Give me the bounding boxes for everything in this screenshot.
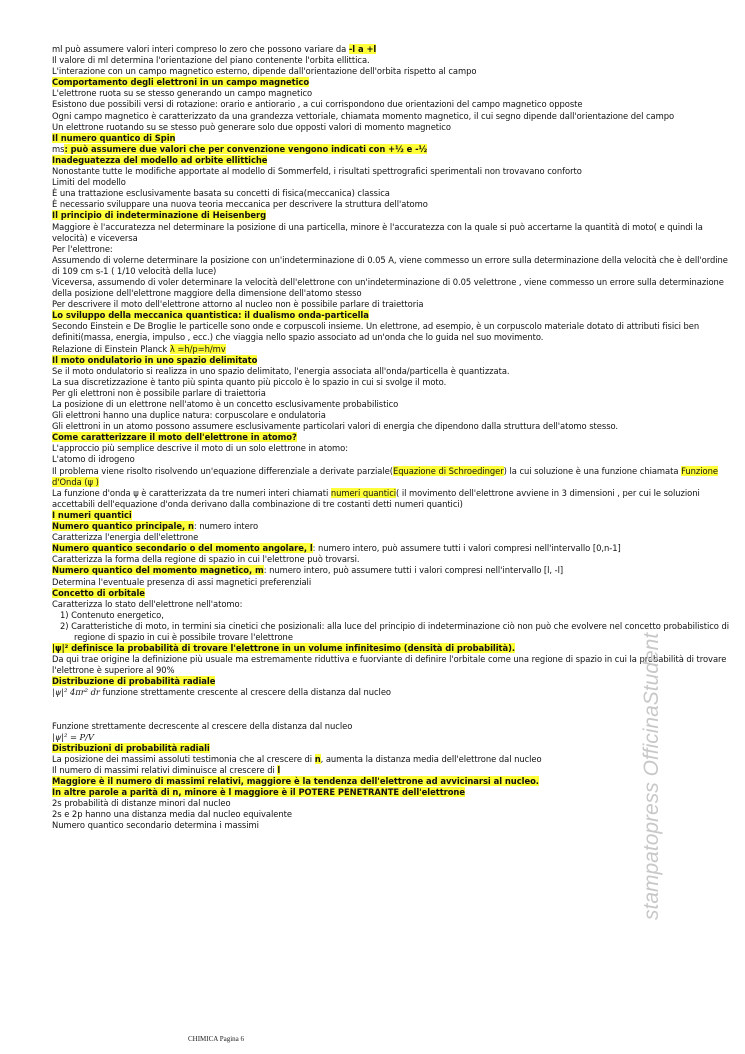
- text-span: Caratterizza la forma della regione di spazio in cui l'elettrone può trovarsi.: [52, 554, 360, 565]
- text-span: Viceversa, assumendo di voler determinare la velocità dell'elettrone con un'indeterminazione di 0.05 velettrone , viene commesso un errore sulla determinazione della posizione dell'elettrone maggiore della dimensione dell'atomo stesso: [52, 276, 724, 299]
- text-line: [52, 820, 736, 831]
- watermark: stampatopress OfficinaStudent: [640, 632, 663, 920]
- text-line: [52, 188, 736, 199]
- text-line: [52, 621, 736, 643]
- text-line: [52, 466, 736, 488]
- text-line: [52, 577, 736, 588]
- text-line: [52, 421, 736, 432]
- text-span: È necessario sviluppare una nuova teoria meccanica per descrivere la struttura dell'atomo: [52, 199, 428, 210]
- text-line: [52, 222, 736, 244]
- text-span: La posizione dei massimi assoluti testimonia che al crescere di: [52, 753, 315, 764]
- text-line: [52, 532, 736, 543]
- text-line: [52, 377, 736, 388]
- text-span: Relazione di Einstein Planck: [52, 343, 170, 354]
- notes-body: [52, 44, 736, 831]
- text-line: [52, 454, 736, 465]
- text-line: [52, 321, 736, 343]
- text-span: : numero intero, può assumere tutti i valori compresi nell'intervallo [l, -l]: [263, 565, 564, 576]
- text-line: [52, 155, 736, 166]
- text-span: Assumendo di volerne determinare la posizione con un'indeterminazione di 0.05 A, viene commesso un errore sulla determinazione della velocità che è dell'ordine di 10: [52, 254, 728, 276]
- text-line: [52, 809, 736, 820]
- text-line: [52, 210, 736, 221]
- text-line: [52, 122, 736, 133]
- text-span: Caratterizza l'energia dell'elettrone: [52, 532, 199, 543]
- text-span: Secondo Einstein e De Broglie le particelle sono onde e corpuscoli insieme. Un elettrone, ad esempio, è un corpuscolo materiale dotato di attributi fisici ben definiti(massa, energia, impulso , ecc.) che viaggia nello spazio associato ad un'onda che lo guida nel suo movimento.: [52, 321, 700, 343]
- text-span: 2) Caratteristiche di moto, in termini sia cinetici che posizionali: alla luce del principio di indeterminazione ciò non può che evolvere nel concetto probabilistico di regione di spazio in cui è possibile trovare l'elettrone: [60, 620, 730, 642]
- text-span: Esistono due possibili versi di rotazione: orario e antiorario , a cui corrispondono due orientazioni del campo magnetico opposte: [52, 99, 583, 110]
- text-span: |ψ|² 4πr² dr: [52, 687, 100, 698]
- text-line: [52, 565, 736, 576]
- text-span: Funzione strettamente decrescente al crescere della distanza dal nucleo: [52, 720, 353, 731]
- text-span: cm s: [78, 265, 101, 276]
- text-line: [52, 521, 736, 532]
- highlighted-heading: Distribuzione di probabilità radiale: [52, 676, 216, 687]
- text-span: Limiti del modello: [52, 177, 126, 188]
- text-span: , aumenta la distanza media dell'elettrone dal nucleo: [320, 753, 542, 764]
- text-span: ( il movimento dell'elettrone avviene in 3 dimensioni , per cui le soluzioni accettabili dell'equazione d'onda derivano dalla combinazione di tre costanti detti numeri quantici): [52, 487, 700, 509]
- text-line: [52, 99, 736, 110]
- text-line: [52, 111, 736, 122]
- text-span: 2s probabilità di distanze minori dal nucleo: [52, 798, 231, 809]
- text-line: [52, 77, 736, 88]
- text-span: l: [105, 55, 109, 66]
- highlighted-heading: n: [314, 753, 321, 764]
- text-line: [52, 543, 736, 554]
- text-line: [52, 199, 736, 210]
- text-line: [52, 166, 736, 177]
- highlighted-heading: Lo sviluppo della meccanica quantistica: il dualismo onda-particella: [52, 310, 369, 321]
- highlighted-heading: Inadeguatezza del modello ad orbite ellittiche: [52, 154, 268, 165]
- text-line: [52, 687, 736, 698]
- highlighted-heading: Concetto di orbitale: [52, 587, 145, 598]
- highlighted-heading: |ψ|² definisce la probabilità di trovare l'elettrone in un volume infinitesimo (densità di probabilità).: [52, 643, 516, 654]
- text-line: [52, 599, 736, 610]
- text-span: Per l'elettrone:: [52, 243, 113, 254]
- text-line: [52, 255, 736, 277]
- text-line: [52, 410, 736, 421]
- text-span: Nonostante tutte le modifiche apportate al modello di Sommerfeld, i risultati spettrografici sperimentali non trovavano conforto: [52, 166, 582, 177]
- highlighted-heading: Numero quantico secondario o del momento angolare, l: [52, 543, 313, 554]
- text-line: [52, 144, 736, 155]
- text-line: [52, 787, 736, 798]
- text-span: 1) Contenuto energetico,: [60, 609, 164, 620]
- text-line: [52, 66, 736, 77]
- text-span: Per descrivere il moto dell'elettrone attorno al nucleo non è possibile parlare di traiettoria: [52, 299, 424, 310]
- text-span: Un elettrone ruotando su se stesso può generare solo due opposti valori di momento magnetico: [52, 121, 451, 132]
- text-line: [52, 55, 736, 66]
- highlighted-heading: Numero quantico del momento magnetico, m: [52, 565, 264, 576]
- text-line: [52, 88, 736, 99]
- text-line: [52, 299, 736, 310]
- highlighted-heading: l: [277, 764, 281, 775]
- text-span: s: [60, 143, 65, 154]
- text-span: |ψ|² = P/V: [52, 731, 94, 742]
- text-line: [52, 554, 736, 565]
- text-span: funzione strettamente crescente al crescere della distanza dal nucleo: [99, 687, 392, 698]
- text-line: [52, 443, 736, 454]
- text-span: determina l'orientazione del piano contenente l'orbita ellittica.: [108, 55, 370, 66]
- highlighted-heading: In altre parole a parità di n, minore è l maggiore è il POTERE PENETRANTE dell'elettrone: [52, 787, 465, 798]
- text-span: : numero intero: [193, 521, 259, 532]
- text-line: [52, 676, 736, 687]
- text-span: La posizione di un elettrone nell'atomo è un concetto esclusivamente probabilistico: [52, 399, 399, 409]
- text-span: : numero intero, può assumere tutti i valori compresi nell'intervallo [0,n-1]: [312, 543, 621, 554]
- text-line: [52, 754, 736, 765]
- text-line: [52, 798, 736, 809]
- text-span: Ogni campo magnetico è caratterizzato da una grandezza vettoriale, chiamata momento magnetico, il cui segno dipende dall'orientazione del campo: [52, 110, 675, 121]
- highlighted-heading: Maggiore è il numero di massimi relativi, maggiore è la tendenza dell'elettrone ad avvicinarsi al nucleo.: [52, 776, 539, 786]
- text-line: [52, 488, 736, 510]
- text-span: Se il moto ondulatorio si realizza in uno spazio delimitato, l'energia associata all'onda/particella è quantizzata.: [52, 365, 510, 376]
- text-span: Maggiore è l'accuratezza nel determinare la posizione di una particella, minore è l'accuratezza con la quale si può accertarne la quantità di moto( e quindi la velocità) e viceversa: [52, 221, 703, 243]
- text-span: ) la cui soluzione è una funzione chiamata: [503, 465, 682, 476]
- text-span: l: [60, 44, 63, 54]
- text-line: [52, 432, 736, 443]
- text-span: m: [52, 44, 61, 54]
- text-line: [52, 721, 736, 732]
- text-line: [52, 177, 736, 188]
- text-line: [52, 765, 736, 776]
- highlighted-heading: Come caratterizzare il moto dell'elettrone in atomo?: [52, 432, 297, 443]
- text-span: m: [52, 143, 61, 154]
- text-span: Il valore di m: [52, 55, 106, 66]
- highlighted-text: Funzione d'Onda (ψ ): [52, 465, 718, 487]
- highlighted-heading: -l a +l: [348, 44, 377, 54]
- highlighted-heading: Il moto ondulatorio in uno spazio delimitato: [52, 354, 258, 365]
- text-span: può assumere valori interi compreso lo zero che possono variare da: [62, 44, 349, 54]
- text-line: [52, 643, 736, 654]
- text-line: [52, 244, 736, 255]
- highlighted-heading: Distribuzioni di probabilità radiali: [52, 742, 210, 753]
- text-span: La sua discretizzazione è tanto più spinta quanto più piccolo è lo spazio in cui si svolge il moto.: [52, 376, 447, 387]
- highlighted-text: λ =h/p=h/mv: [169, 343, 226, 354]
- text-span: ( 1/10 velocità della luce): [108, 265, 217, 276]
- text-span: Determina l'eventuale presenza di assi magnetici preferenziali: [52, 576, 312, 587]
- text-span: 2s e 2p hanno una distanza media dal nucleo equivalente: [52, 809, 292, 820]
- text-line: [52, 732, 736, 743]
- text-line: [52, 510, 736, 521]
- text-line: [52, 743, 736, 754]
- text-span: 9: [72, 265, 78, 276]
- text-span: L'atomo di idrogeno: [52, 454, 135, 465]
- text-span: Da qui trae origine la definizione più usuale ma estremamente riduttiva e fuorviante di definire l'orbitale come una regione di spazio in cui la probabilità di trovare l'elettrone è superiore al 90%: [52, 654, 727, 676]
- text-span: Numero quantico secondario determina i massimi: [52, 820, 259, 831]
- text-line: [52, 355, 736, 366]
- highlighted-text: Equazione di Schroedinger: [392, 465, 504, 476]
- text-line: [52, 277, 736, 299]
- text-span: Gli elettroni hanno una duplice natura: corpuscolare e ondulatoria: [52, 410, 326, 421]
- text-span: È una trattazione esclusivamente basata su concetti di fisica(meccanica) classica: [52, 188, 390, 199]
- text-span: La funzione d'onda ψ è caratterizzata da tre numeri interi chiamati: [52, 487, 331, 498]
- text-line: [52, 366, 736, 377]
- highlighted-heading: Comportamento degli elettroni in un campo magnetico: [52, 77, 310, 88]
- highlighted-heading: I numeri quantici: [52, 509, 132, 520]
- text-span: -1: [100, 265, 109, 276]
- text-line: [52, 776, 736, 787]
- text-span: L'interazione con un campo magnetico esterno, dipende dall'orientazione dell'orbita rispetto al campo: [52, 66, 477, 77]
- text-line: [52, 133, 736, 144]
- text-line: [52, 388, 736, 399]
- text-span: L'approccio più semplice descrive il moto di un solo elettrone in atomo:: [52, 443, 348, 454]
- text-span: Il problema viene risolto risolvendo un'equazione differenziale a derivate parziale(: [52, 465, 393, 476]
- highlighted-heading: Numero quantico principale, n: [52, 521, 194, 532]
- text-span: Gli elettroni in un atomo possono assumere esclusivamente particolari valori di energia che dipendono dalla struttura dell'atomo stesso.: [52, 421, 619, 432]
- text-line: [52, 588, 736, 599]
- text-span: Per gli elettroni non è possibile parlare di traiettoria: [52, 387, 266, 398]
- blank-line: [52, 699, 736, 721]
- text-span: Il numero di massimi relativi diminuisce al crescere di: [52, 764, 278, 775]
- text-line: [52, 344, 736, 355]
- text-line: [52, 610, 736, 621]
- text-line: [52, 654, 736, 676]
- text-span: L'elettrone ruota su se stesso generando un campo magnetico: [52, 88, 313, 99]
- highlighted-heading: Il numero quantico di Spin: [52, 132, 176, 143]
- text-span: Caratterizza lo stato dell'elettrone nell'atomo:: [52, 598, 243, 609]
- page-footer: CHIMICA Pagina 6: [188, 1035, 244, 1043]
- highlighted-heading: Il principio di indeterminazione di Heisenberg: [52, 210, 267, 221]
- highlighted-text: numeri quantici: [330, 487, 397, 498]
- text-line: [52, 310, 736, 321]
- highlighted-heading: : può assumere due valori che per convenzione vengono indicati con +½ e -½: [64, 143, 428, 154]
- text-line: [52, 44, 736, 55]
- text-line: [52, 399, 736, 410]
